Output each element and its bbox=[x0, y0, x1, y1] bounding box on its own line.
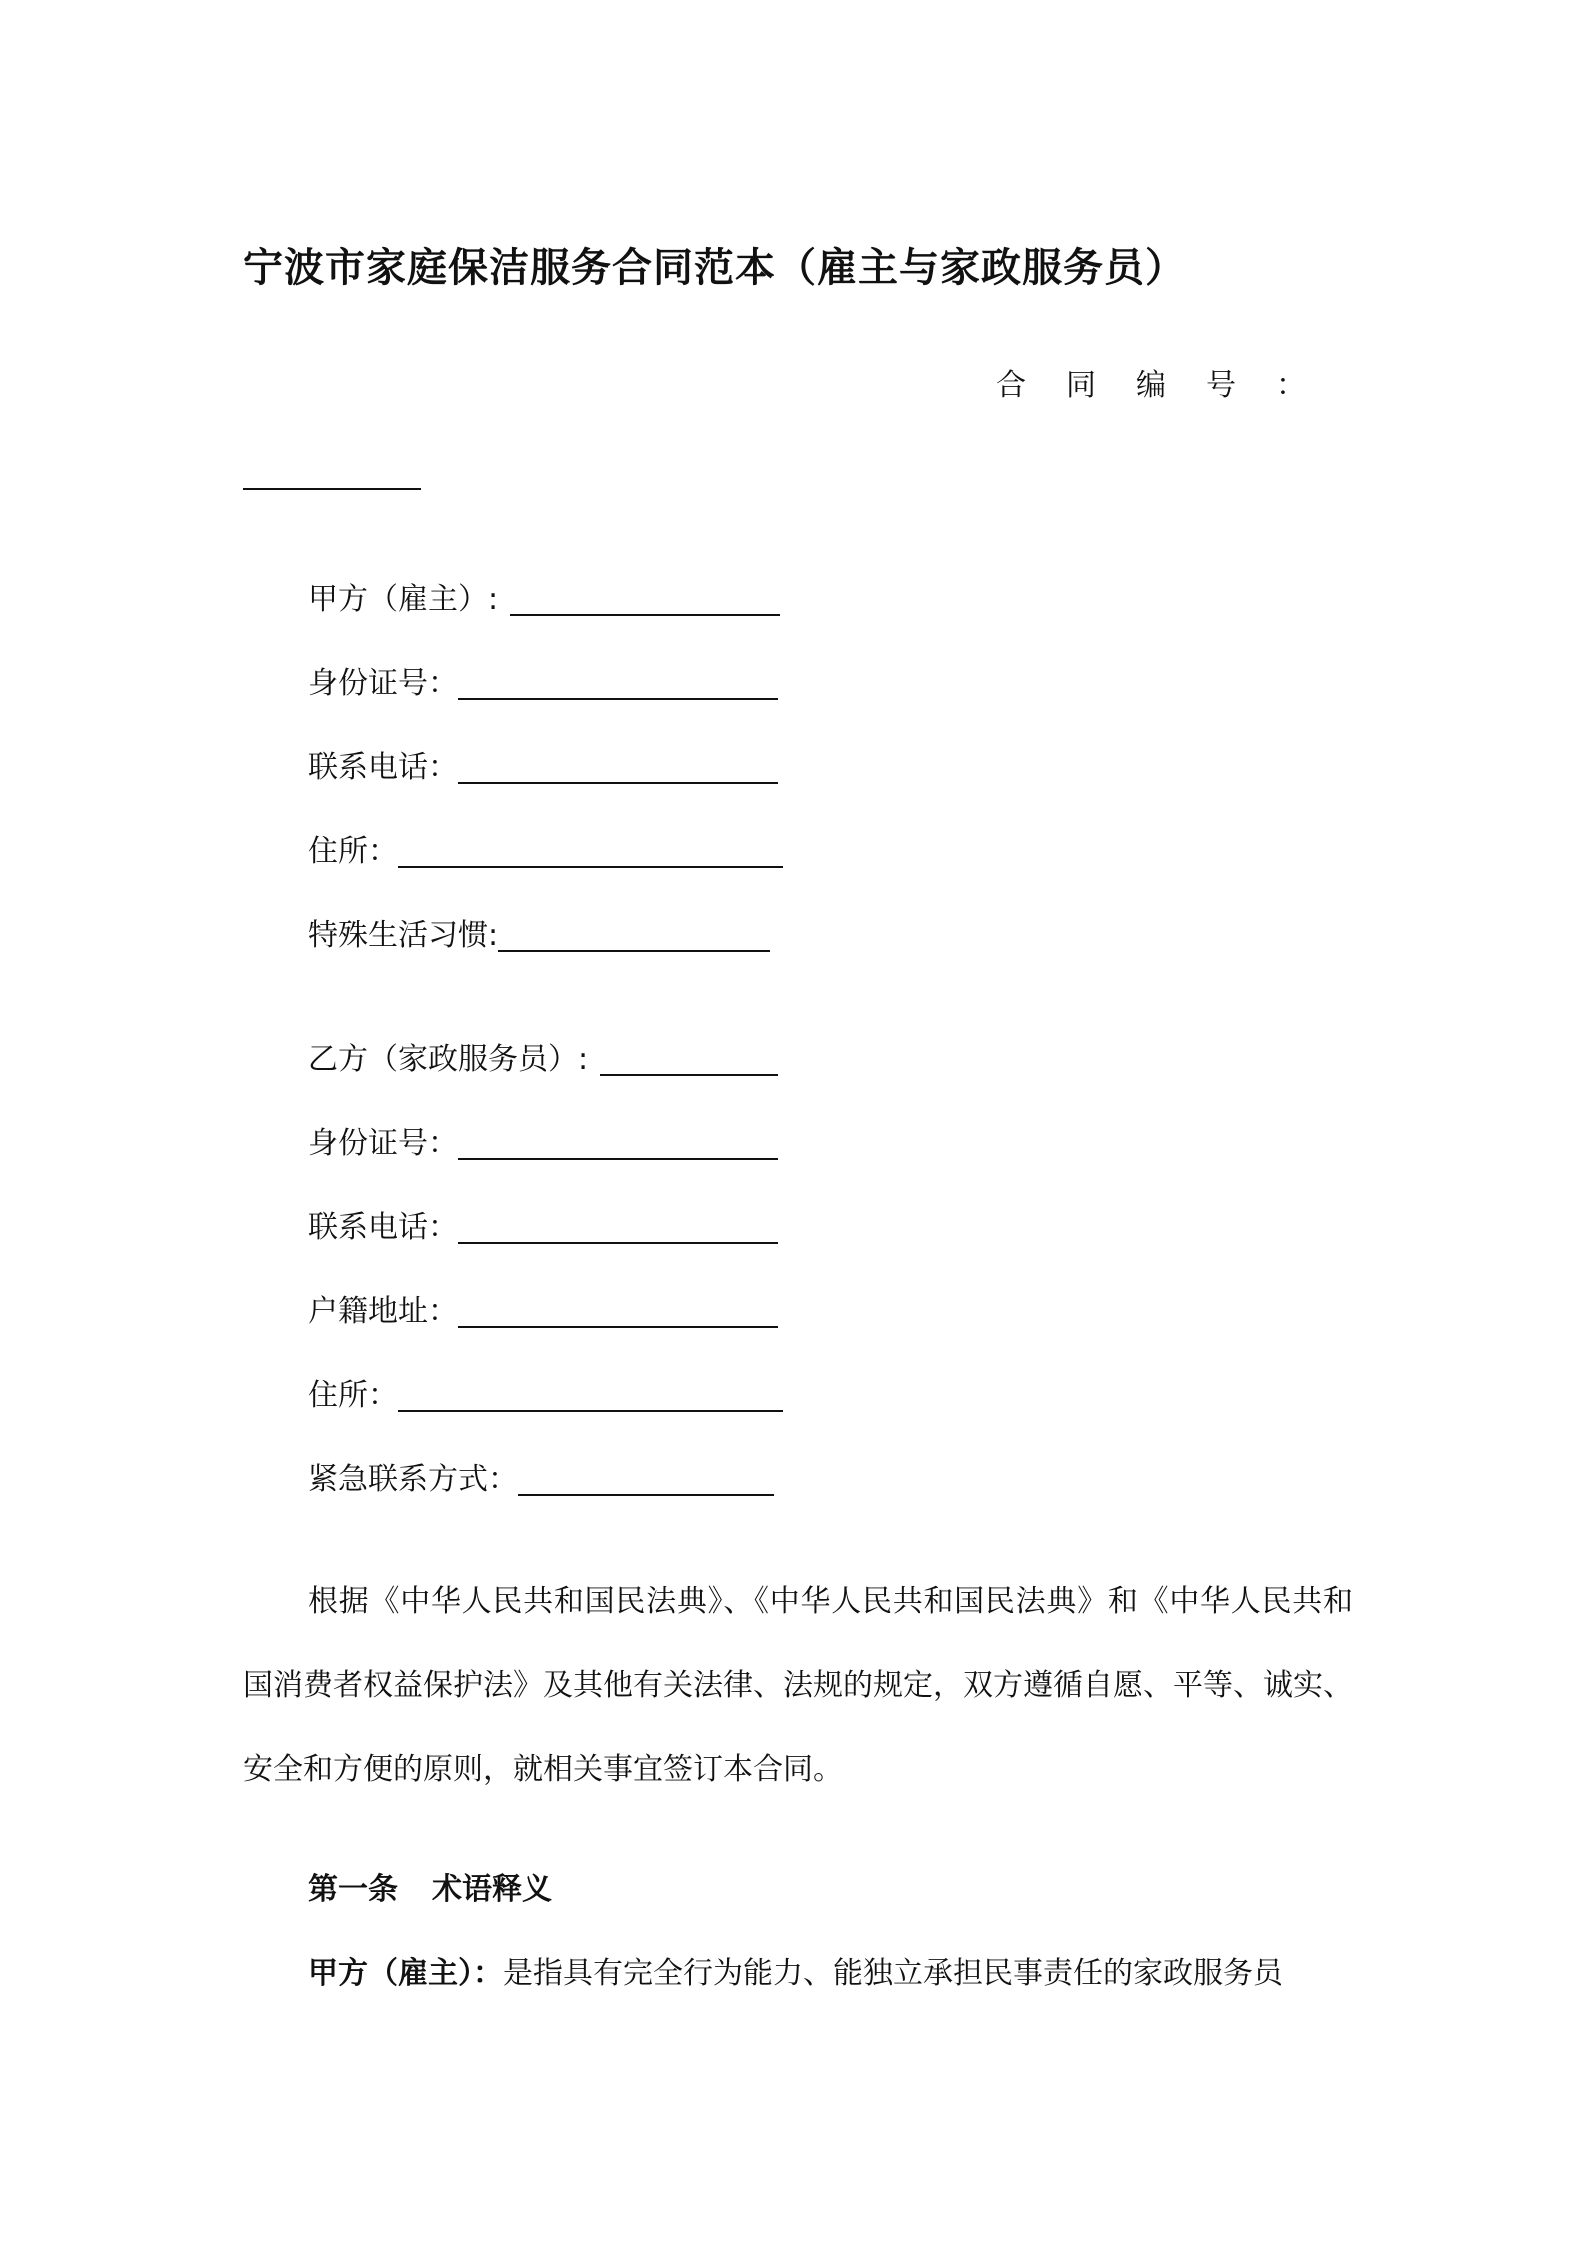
party-b-emergency-label: 紧急联系方式： bbox=[308, 1462, 518, 1497]
party-a-address-blank bbox=[398, 836, 783, 868]
preamble-paragraph: 根据《中华人民共和国民法典》、《中华人民共和国民法典》和《中华人民共和国消费者权益保护法》及其他有关法律、法规的规定，双方遵循自愿、平等、诚实、安全和方便的原则，就相关事宜签订本合同。 bbox=[243, 1584, 1353, 1787]
party-b-hukou-field bbox=[308, 1286, 778, 1330]
party-a-phone-label: 联系电话： bbox=[308, 750, 458, 785]
party-b-id-blank bbox=[458, 1128, 778, 1160]
party-a-address-field bbox=[308, 826, 783, 870]
party-b-address-blank bbox=[398, 1380, 783, 1412]
definition-party-a-text: 是指具有完全行为能力、能独立承担民事责任的家政服务员 bbox=[503, 1956, 1283, 1991]
party-a-habits-blank bbox=[498, 920, 770, 952]
party-b-name-field bbox=[308, 1034, 778, 1078]
party-b-name-blank bbox=[600, 1044, 778, 1076]
party-a-habits-field bbox=[308, 910, 770, 954]
party-b-address-label: 住所： bbox=[308, 1378, 398, 1413]
party-a-address-label: 住所： bbox=[308, 834, 398, 869]
party-a-id-field bbox=[308, 658, 778, 702]
party-b-id-field bbox=[308, 1118, 778, 1162]
party-a-id-label: 身份证号： bbox=[308, 666, 458, 701]
party-a-phone-field bbox=[308, 742, 778, 786]
party-b-phone-field bbox=[308, 1202, 778, 1246]
party-b-emergency-field bbox=[308, 1454, 774, 1498]
party-b-hukou-blank bbox=[458, 1296, 778, 1328]
party-a-heading: 甲方（雇主）: bbox=[308, 582, 499, 617]
party-b-hukou-label: 户籍地址： bbox=[308, 1294, 458, 1329]
party-b-id-label: 身份证号： bbox=[308, 1126, 458, 1161]
article-1-title: 术语释义 bbox=[432, 1872, 552, 1907]
definition-party-a bbox=[308, 1948, 1283, 1992]
party-a-name-field bbox=[308, 574, 780, 618]
party-a-name-blank bbox=[510, 584, 780, 616]
party-b-emergency-blank bbox=[518, 1464, 774, 1496]
party-b-address-field bbox=[308, 1370, 783, 1414]
party-a-habits-label: 特殊生活习惯: bbox=[308, 918, 499, 953]
party-b-phone-blank bbox=[458, 1212, 778, 1244]
party-b-heading: 乙方（家政服务员）: bbox=[308, 1042, 589, 1077]
party-a-id-blank bbox=[458, 668, 778, 700]
contract-number-label: 合同编号： bbox=[996, 368, 1346, 403]
definition-party-a-term: 甲方（雇主）： bbox=[308, 1956, 503, 1991]
document-title: 宁波市家庭保洁服务合同范本（雇主与家政服务员） bbox=[243, 245, 1186, 291]
contract-number-blank bbox=[243, 488, 421, 490]
party-b-phone-label: 联系电话： bbox=[308, 1210, 458, 1245]
article-1-number: 第一条 bbox=[308, 1872, 398, 1907]
article-1-heading bbox=[308, 1864, 552, 1908]
party-a-phone-blank bbox=[458, 752, 778, 784]
